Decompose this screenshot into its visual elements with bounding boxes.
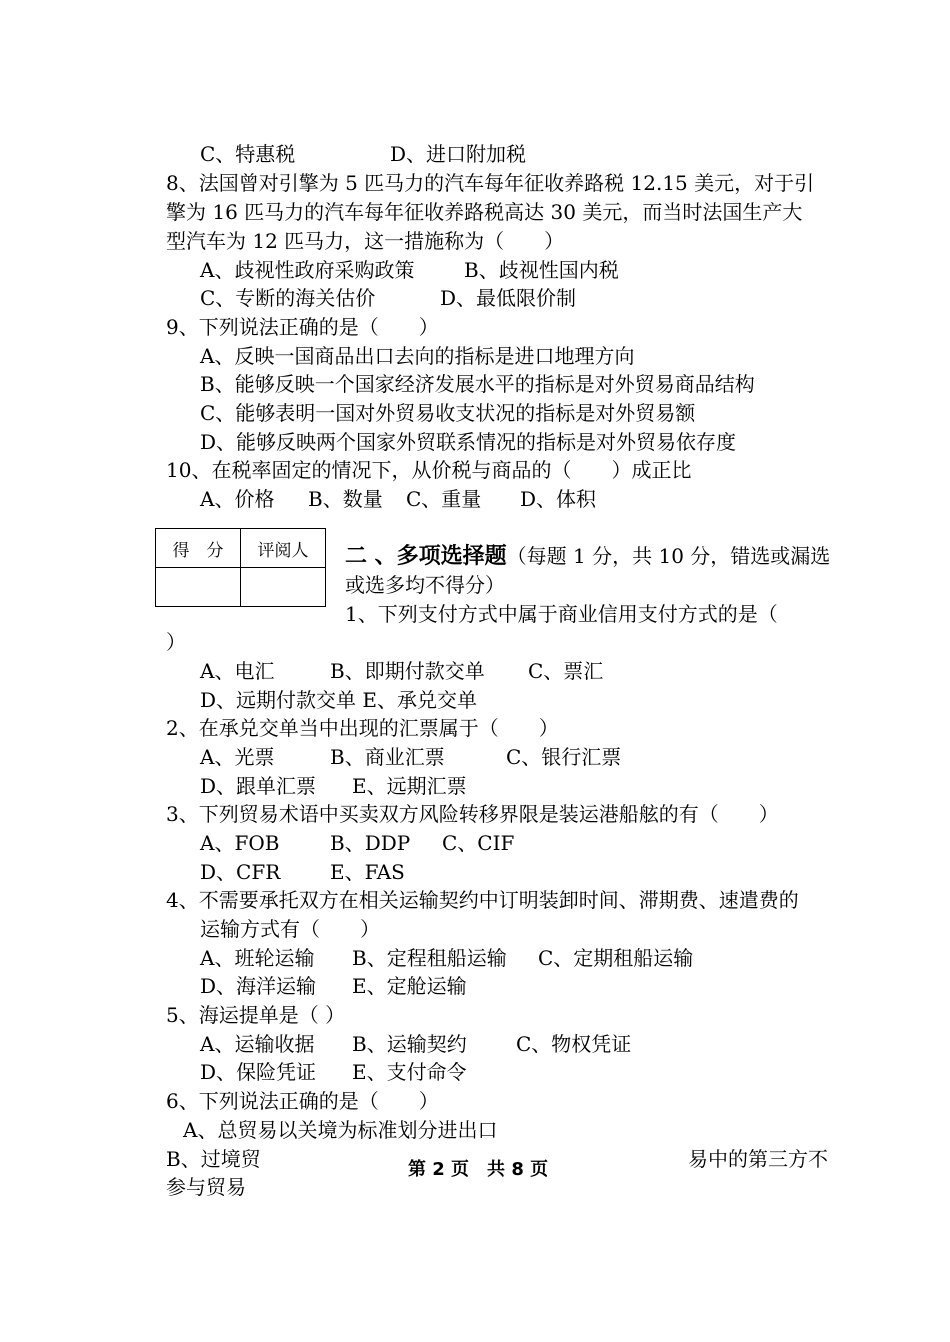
option: D、体积: [520, 487, 597, 511]
mc-question-5: 5、海运提单是（ ）: [166, 1003, 346, 1027]
option: C、专断的海关估价: [200, 286, 376, 310]
option: A、总贸易以关境为标准划分进出口: [183, 1118, 498, 1142]
mc-question-6: 6、下列说法正确的是（ ）: [166, 1089, 439, 1113]
mc4-options-row1: [200, 944, 694, 972]
option: C、能够表明一国对外贸易收支状况的指标是对外贸易额: [200, 401, 696, 425]
mc2-options-row2: [200, 772, 467, 800]
mc3-options-row2: [200, 858, 405, 886]
mc1-options-row1: [200, 657, 604, 685]
option: D、能够反映两个国家外贸联系情况的指标是对外贸易依存度: [200, 430, 737, 454]
option: B、运输契约: [352, 1032, 467, 1056]
option-fragment: 易中的第三方不: [688, 1147, 828, 1171]
option: C、定期租船运输: [538, 946, 694, 970]
mc-question-4-line1: 4、不需要承托双方在相关运输契约中订明装卸时间、滞期费、速遣费的: [166, 888, 799, 912]
option: C、物权凭证: [516, 1032, 632, 1056]
q8-options-row1: [200, 256, 619, 284]
option: B、能够反映一个国家经济发展水平的指标是对外贸易商品结构: [200, 372, 755, 396]
mc-question-1: 1、下列支付方式中属于商业信用支付方式的是（: [345, 602, 778, 626]
option: A、电汇: [200, 659, 275, 683]
question-8-line3: 型汽车为 12 匹马力，这一措施称为（ ）: [166, 229, 565, 253]
option: E、FAS: [330, 860, 405, 884]
score-header: 得 分: [156, 529, 241, 568]
option: C、票汇: [528, 659, 604, 683]
option: A、光票: [200, 745, 275, 769]
option: C、CIF: [442, 831, 515, 855]
option: C、银行汇票: [506, 745, 622, 769]
mc2-options-row1: [200, 743, 622, 771]
option: E、定舱运输: [352, 974, 467, 998]
option: D、远期付款交单 E、承兑交单: [200, 688, 477, 712]
option-fragment: 参与贸易: [166, 1175, 246, 1199]
option: B、商业汇票: [330, 745, 445, 769]
page-footer: 第 2 页 共 8 页: [408, 1159, 549, 1180]
section-note-cont: 或选多均不得分）: [345, 573, 505, 597]
option: D、最低限价制: [440, 286, 577, 310]
question-8-line1: 8、法国曾对引擎为 5 匹马力的汽车每年征收养路税 12.15 美元，对于引: [166, 171, 815, 195]
option: B、数量: [308, 487, 383, 511]
option: D、跟单汇票: [200, 774, 317, 798]
score-table: [155, 528, 326, 607]
section-note: （每题 1 分，共 10 分，错选或漏选: [506, 544, 831, 568]
option: A、运输收据: [200, 1032, 315, 1056]
option: D、保险凭证: [200, 1060, 317, 1084]
mc-question-3: 3、下列贸易术语中买卖双方风险转移界限是装运港船舷的有（ ）: [166, 802, 779, 826]
mc4-options-row2: [200, 972, 467, 1000]
option: A、价格: [200, 487, 275, 511]
question-10: 10、在税率固定的情况下，从价税与商品的（ ）成正比: [166, 458, 692, 482]
option: B、即期付款交单: [330, 659, 485, 683]
option: A、反映一国商品出口去向的指标是进口地理方向: [200, 344, 635, 368]
option: A、班轮运输: [200, 946, 315, 970]
mc-question-1-cont: ）: [166, 630, 186, 654]
option: C、特惠税: [200, 142, 296, 166]
option: D、进口附加税: [390, 142, 527, 166]
option: C、重量: [406, 487, 482, 511]
q7-options-row: [200, 140, 527, 168]
option: E、远期汇票: [352, 774, 467, 798]
section-2-heading: [345, 542, 830, 571]
mc5-options-row1: [200, 1030, 632, 1058]
option: B、DDP: [330, 831, 411, 855]
mc3-options-row1: [200, 829, 515, 857]
option: B、定程租船运输: [352, 946, 507, 970]
grader-header: 评阅人: [241, 529, 326, 568]
option-fragment: B、过境贸: [166, 1147, 261, 1171]
question-8-line2: 擎为 16 匹马力的汽车每年征收养路税高达 30 美元，而当时法国生产大: [166, 200, 803, 224]
grader-cell: [241, 568, 326, 607]
option: D、海洋运输: [200, 974, 317, 998]
option: D、CFR: [200, 860, 281, 884]
mc5-options-row2: [200, 1058, 467, 1086]
option: E、支付命令: [352, 1060, 467, 1084]
score-cell: [156, 568, 241, 607]
option: A、歧视性政府采购政策: [200, 258, 415, 282]
q8-options-row2: [200, 284, 577, 312]
mc-question-4-line2: 运输方式有（ ）: [200, 917, 380, 941]
question-9: 9、下列说法正确的是（ ）: [166, 315, 439, 339]
option: A、FOB: [200, 831, 280, 855]
q10-options-row: [200, 485, 597, 513]
mc-question-2: 2、在承兑交单当中出现的汇票属于（ ）: [166, 716, 559, 740]
option: B、歧视性国内税: [464, 258, 619, 282]
section-title: 二 、多项选择题: [345, 544, 507, 569]
